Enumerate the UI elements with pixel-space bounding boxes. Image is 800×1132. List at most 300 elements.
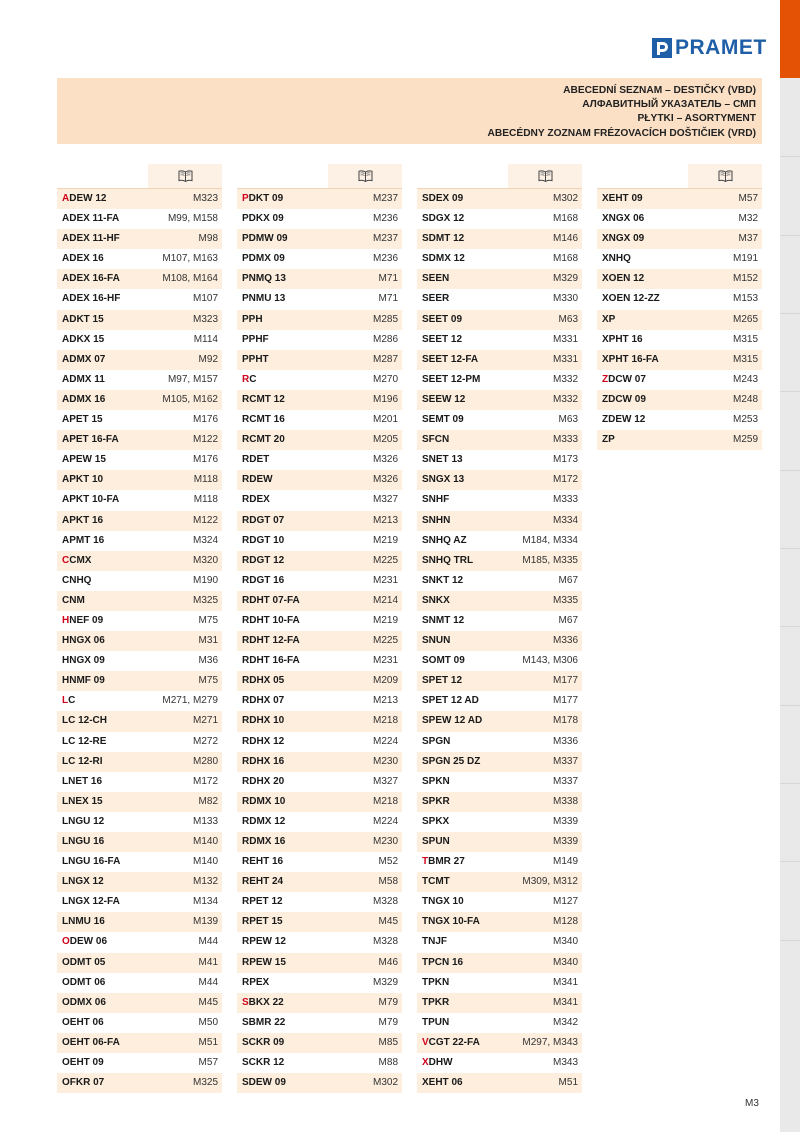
index-row [237,470,402,490]
index-row [57,410,222,430]
index-row [417,490,582,510]
page-reference: M173 [552,454,578,466]
index-row [417,189,582,209]
index-row [57,932,222,952]
insert-code: RDHX 07 [242,695,285,707]
page-reference: M176 [192,414,218,426]
index-row [597,209,762,229]
index-row [417,852,582,872]
insert-code: XDHW [422,1057,453,1069]
index-row [57,772,222,792]
insert-code: ADEX 11-HF [62,233,120,245]
insert-code: SEMT 09 [422,414,464,426]
index-row [417,953,582,973]
page-reference: M330 [552,293,578,305]
insert-code: SPGN [422,735,451,747]
index-row [57,651,222,671]
page-reference: M105, M162 [162,393,218,405]
index-row [237,973,402,993]
column-header [57,164,222,188]
page-reference: M44 [198,976,218,988]
alphabet-initial: C [62,554,70,566]
index-row [57,310,222,330]
page-reference: M320 [192,554,218,566]
page-reference: M118 [193,494,218,506]
page-reference: M50 [198,1016,218,1028]
index-row [417,792,582,812]
page-reference: M248 [732,393,758,405]
page-reference: M67 [558,574,578,586]
page-reference: M79 [378,1016,398,1028]
page-reference: M334 [552,514,578,526]
brand-name: PRAMET [675,36,767,59]
page-reference: M302 [552,193,578,204]
page-reference: M133 [192,815,218,827]
index-row [57,450,222,470]
index-row [57,752,222,772]
insert-code: SNHF [422,494,450,506]
index-row [237,832,402,852]
insert-code: OFKR 07 [62,1077,105,1089]
page-reference: M67 [558,614,578,626]
index-row [237,732,402,752]
index-row [237,531,402,551]
insert-code: HNMF 09 [62,675,105,687]
insert-code: TCMT [422,876,450,888]
index-row [417,450,582,470]
insert-code: TNJF [422,936,447,948]
index-row [417,531,582,551]
page-reference: M213 [372,695,398,707]
insert-code: ZDCW 09 [602,393,646,405]
side-tab-divider [780,235,800,236]
index-row [237,229,402,249]
alphabet-initial: L [62,695,69,707]
insert-code: XPHT 16-FA [602,353,659,365]
index-row [57,671,222,691]
insert-code: PDKX 09 [242,213,284,225]
page-reference: M231 [372,574,398,586]
page-reference: M71 [378,293,398,305]
page-reference: M45 [198,996,218,1008]
insert-code: APEW 15 [62,454,106,466]
insert-code: PNMU 13 [242,293,286,305]
page-reference: M99, M158 [167,213,218,225]
insert-code: RDGT 16 [242,574,285,586]
index-row [57,269,222,289]
index-rows [417,188,582,1093]
index-row [237,1073,402,1093]
insert-code: ADEX 16-HF [62,293,121,305]
page-reference: M172 [192,775,218,787]
index-row [237,812,402,832]
page-reference: M92 [198,353,218,365]
insert-code: TPKN [422,976,450,988]
insert-code: OEHT 06-FA [62,1036,120,1048]
index-row [237,711,402,731]
insert-code: SPGN 25 DZ [422,755,481,767]
index-row [57,511,222,531]
page-reference: M196 [372,393,398,405]
index-row [417,892,582,912]
insert-code: SEET 09 [422,313,463,325]
insert-code: LC 12-CH [62,715,108,727]
index-row [417,1053,582,1073]
brand-logo [652,36,767,60]
page-reference: M280 [192,755,218,767]
insert-code: HNGX 06 [62,635,105,647]
index-row [597,330,762,350]
insert-code: RDHX 16 [242,755,285,767]
index-column [417,164,582,1093]
page-reference: M118 [193,474,218,486]
index-row [417,591,582,611]
index-row [237,511,402,531]
insert-code: SBMR 22 [242,1016,286,1028]
index-row [57,631,222,651]
index-row [417,511,582,531]
index-row [57,350,222,370]
side-tab-strip [780,0,800,1132]
index-row [597,410,762,430]
index-row [237,993,402,1013]
page-reference: M219 [372,614,398,626]
page-reference: M340 [552,936,578,948]
page-reference: M75 [198,675,218,687]
index-row [237,370,402,390]
insert-code: SEEW 12 [422,393,466,405]
insert-code: TNGX 10 [422,896,464,908]
index-rows [597,188,762,450]
insert-code: ADMX 16 [62,393,106,405]
page-reference: M328 [372,896,398,908]
page-reference: M224 [372,815,398,827]
index-row [597,310,762,330]
page-reference: M45 [378,916,398,928]
index-row [237,289,402,309]
page-reference: M41 [198,956,218,968]
index-row [237,350,402,370]
insert-code: RDMX 10 [242,795,286,807]
insert-code: TPUN [422,1016,450,1028]
page-reference: M79 [378,996,398,1008]
page-reference: M327 [372,775,398,787]
page-reference: M329 [372,976,398,988]
index-row [57,912,222,932]
index-row [417,1073,582,1093]
page-reference: M297, M343 [522,1036,578,1048]
index-row [237,490,402,510]
page-reference: M329 [552,273,578,285]
page-reference: M153 [732,293,758,305]
side-tab-divider [780,626,800,627]
insert-code: OEHT 06 [62,1016,104,1028]
insert-code: RDHT 10-FA [242,614,300,626]
column-header-page [688,164,762,188]
page-reference: M341 [552,996,578,1008]
insert-code: LC 12-RI [62,755,103,767]
insert-code: ADKX 15 [62,333,105,345]
index-row [57,490,222,510]
page-reference: M98 [198,233,218,245]
index-column [57,164,222,1093]
index-row [237,410,402,430]
page-reference: M184, M334 [522,534,578,546]
insert-code: XEHT 06 [422,1077,463,1089]
index-row [57,973,222,993]
index-row [237,611,402,631]
alphabet-initial: A [62,193,70,204]
page-reference: M323 [192,313,218,325]
index-row [57,189,222,209]
page-reference: M259 [732,434,758,446]
page-reference: M205 [372,434,398,446]
insert-code: SPET 12 [422,675,463,687]
alphabet-initial: X [422,1057,429,1069]
index-row [57,852,222,872]
index-row [237,330,402,350]
index-row [237,691,402,711]
insert-code: RDHT 12-FA [242,635,300,647]
insert-code: LNGU 16 [62,836,105,847]
index-row [237,892,402,912]
side-tab-divider [780,705,800,706]
page-reference: M32 [738,213,758,225]
header-band [57,78,762,144]
index-row [417,571,582,591]
insert-code: RPEW 12 [242,936,286,948]
page-reference: M128 [552,916,578,928]
insert-code: RC [242,373,257,385]
insert-code: XNGX 09 [602,233,645,245]
insert-code: HNEF 09 [62,614,104,626]
insert-code: RDMX 16 [242,836,286,847]
column-header-blank [417,164,508,188]
insert-code: SCKR 09 [242,1036,285,1048]
index-row [597,390,762,410]
page-reference: M302 [372,1077,398,1089]
side-tab-divider [780,391,800,392]
index-row [237,772,402,792]
insert-code: RDGT 10 [242,534,285,546]
insert-code: LNEX 15 [62,795,103,807]
side-tab-divider [780,940,800,941]
header-title-sk: ABECÉDNY ZOZNAM FRÉZOVACÍCH DOŠTIČIEK (VRD) [487,127,756,139]
page-reference: M337 [552,775,578,787]
index-row [237,1053,402,1073]
page-reference: M71 [378,273,398,285]
insert-code: RDHX 10 [242,715,285,727]
page-reference: M270 [372,373,398,385]
insert-code: TPKR [422,996,450,1008]
page-reference: M224 [372,735,398,747]
side-tab-divider [780,861,800,862]
insert-code: SNHQ AZ [422,534,467,546]
index-row [417,310,582,330]
page-reference: M177 [552,675,578,687]
index-row [57,832,222,852]
insert-code: PPHF [242,333,269,345]
index-row [57,792,222,812]
alphabet-initial: V [422,1036,429,1048]
page-reference: M132 [192,876,218,888]
insert-code: ADMX 11 [62,373,105,385]
page-reference: M315 [732,353,758,365]
page-reference: M178 [552,715,578,727]
index-row [597,289,762,309]
index-row [57,470,222,490]
side-tab-divider [780,313,800,314]
index-row [237,872,402,892]
index-row [237,430,402,450]
insert-code: XEHT 09 [602,193,643,204]
insert-code: CNHQ [62,574,92,586]
insert-code: LNET 16 [62,775,103,787]
page-reference: M315 [732,333,758,345]
insert-code: RPEW 15 [242,956,286,968]
index-row [57,691,222,711]
insert-code: SNKT 12 [422,574,464,586]
insert-code: SEET 12 [422,333,463,345]
insert-code: SPKR [422,795,450,807]
page-reference: M271, M279 [162,695,218,707]
index-row [237,852,402,872]
page-reference: M285 [372,313,398,325]
insert-code: SEET 12-PM [422,373,481,385]
index-row [597,350,762,370]
index-row [417,410,582,430]
page-reference: M51 [558,1077,578,1089]
insert-code: SDMX 12 [422,253,465,265]
insert-code: ADEW 12 [62,193,107,204]
page-reference: M230 [372,755,398,767]
page-reference: M57 [738,193,758,204]
page-reference: M327 [372,494,398,506]
insert-code: PPH [242,313,263,325]
page-reference: M149 [552,856,578,868]
page-reference: M52 [378,856,398,868]
insert-code: RDHT 07-FA [242,594,300,606]
index-row [417,611,582,631]
index-row [57,732,222,752]
index-row [417,772,582,792]
insert-code: HNGX 09 [62,655,105,667]
page-reference: M336 [552,735,578,747]
index-row [57,551,222,571]
index-row [237,310,402,330]
insert-code: LC 12-RE [62,735,107,747]
insert-code: RDGT 07 [242,514,285,526]
index-row [237,631,402,651]
index-row [237,450,402,470]
page-reference: M63 [558,313,578,325]
column-header-page [148,164,222,188]
index-row [237,912,402,932]
insert-code: SEET 12-FA [422,353,479,365]
page-reference: M325 [192,1077,218,1089]
insert-code: TPCN 16 [422,956,464,968]
page-reference: M218 [372,795,398,807]
page-reference: M243 [732,373,758,385]
page-reference: M333 [552,434,578,446]
page-reference: M236 [372,253,398,265]
insert-code: REHT 16 [242,856,284,868]
page-reference: M335 [552,594,578,606]
page-reference: M326 [372,454,398,466]
insert-code: RPEX [242,976,270,988]
index-row [417,1013,582,1033]
page-reference: M219 [372,534,398,546]
insert-code: OEHT 09 [62,1057,104,1069]
insert-code: SEEN [422,273,450,285]
page-reference: M265 [732,313,758,325]
page-reference: M237 [372,233,398,245]
side-tab-divider [780,470,800,471]
insert-code: PDKT 09 [242,193,284,204]
page-reference: M172 [552,474,578,486]
insert-code: LNGX 12-FA [62,896,120,908]
insert-code: TBMR 27 [422,856,465,868]
column-header-blank [237,164,328,188]
insert-code: LC [62,695,76,707]
page-reference: M332 [552,393,578,405]
side-tab-active [780,0,800,78]
insert-code: SNUN [422,635,451,647]
page-reference: M340 [552,956,578,968]
column-header [417,164,582,188]
alphabet-initial: P [242,193,249,204]
insert-code: APKT 16 [62,514,104,526]
page-reference: M58 [378,876,398,888]
index-row [417,269,582,289]
page-reference: M253 [732,414,758,426]
page-reference: M85 [378,1036,398,1048]
page-reference: M323 [192,193,218,204]
page-reference: M107, M163 [162,253,218,265]
page-reference: M341 [552,976,578,988]
page-reference: M114 [193,333,218,345]
index-row [597,269,762,289]
page-reference: M343 [552,1057,578,1069]
side-tab-divider [780,156,800,157]
index-row [417,350,582,370]
index-row [417,993,582,1013]
index-row [597,370,762,390]
side-tab-divider [780,548,800,549]
index-row [237,571,402,591]
index-column [237,164,402,1093]
insert-code: ADMX 07 [62,353,106,365]
page-reference: M97, M157 [167,373,218,385]
index-row [237,189,402,209]
page-reference: M176 [192,454,218,466]
page-reference: M51 [198,1036,218,1048]
book-icon [358,170,373,182]
book-icon [718,170,733,182]
page-reference: M143, M306 [522,655,578,667]
index-row [57,330,222,350]
index-rows [237,188,402,1093]
index-row [417,370,582,390]
insert-code: REHT 24 [242,876,284,888]
index-row [597,229,762,249]
page-reference: M88 [378,1057,398,1069]
page-reference: M338 [552,795,578,807]
index-row [237,551,402,571]
index-row [417,1033,582,1053]
insert-code: VCGT 22-FA [422,1036,480,1048]
page-reference: M337 [552,755,578,767]
